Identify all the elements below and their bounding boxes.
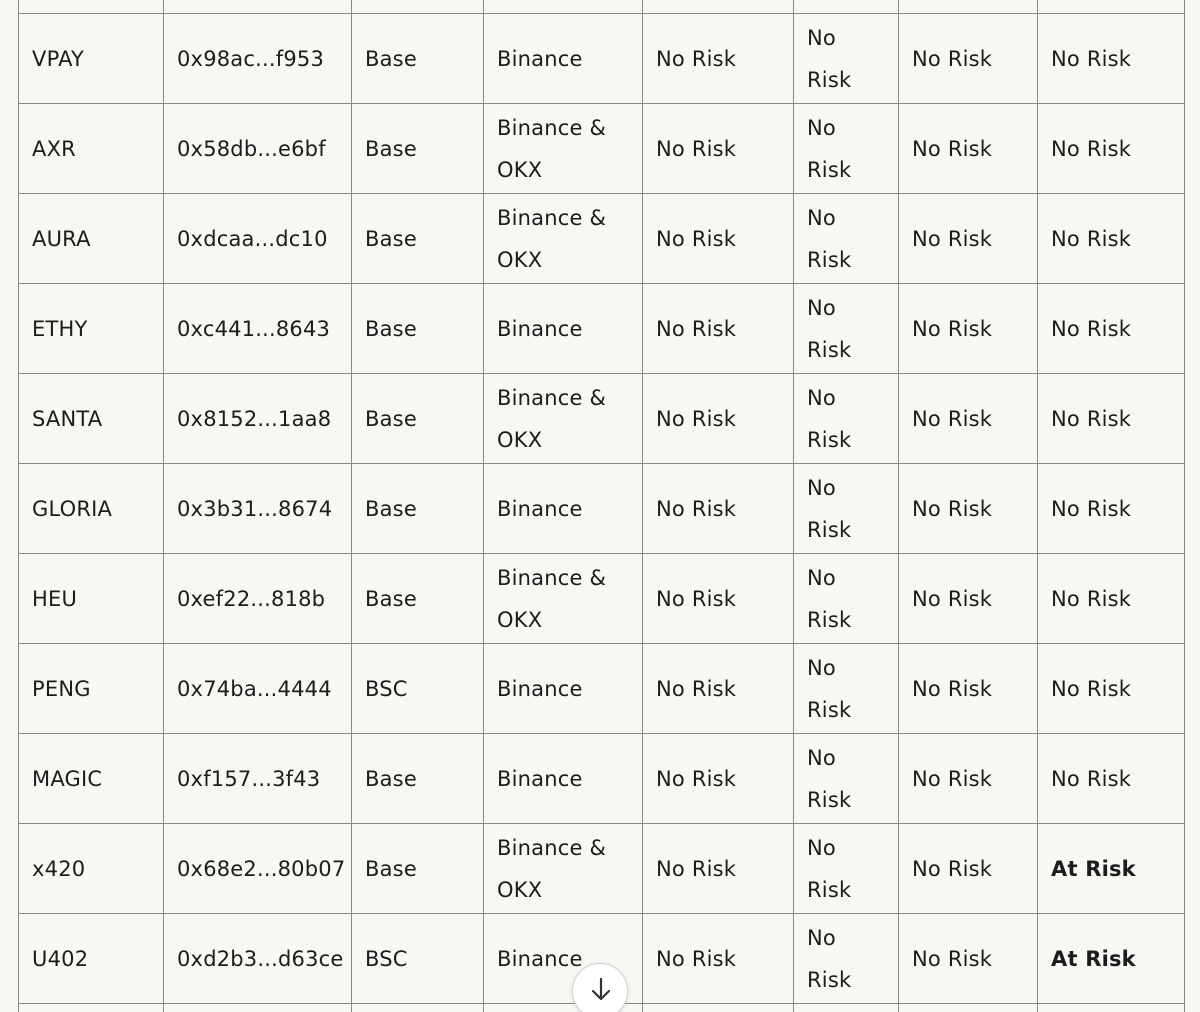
cell-risk-a (643, 1004, 794, 1012)
cell-chain: Base (352, 194, 484, 284)
cell-risk-b: No Risk (794, 374, 899, 464)
cell-address: 0xf157...3f43 (164, 734, 352, 824)
table-row (19, 194, 1185, 284)
cell-chain: Base (352, 464, 484, 554)
token-risk-table (18, 0, 1185, 1012)
cell-risk-a: No Risk (643, 644, 794, 734)
cell-risk-c: No Risk (899, 14, 1038, 104)
cell-risk-d (1038, 1004, 1185, 1012)
cell-risk-a: No Risk (643, 734, 794, 824)
cell-risk-b (794, 0, 899, 14)
cell-risk-a: No Risk (643, 554, 794, 644)
cell-exchange: Binance & OKX (484, 824, 643, 914)
cell-exchange: Binance & OKX (484, 104, 643, 194)
cell-token: MAGIC (19, 734, 164, 824)
cell-risk-b: No Risk (794, 14, 899, 104)
cell-exchange: Binance (484, 464, 643, 554)
cell-address: 0xdcaa...dc10 (164, 194, 352, 284)
cell-risk-b: No Risk (794, 644, 899, 734)
cell-risk-d: No Risk (1038, 644, 1185, 734)
cell-risk-b (794, 1004, 899, 1012)
cell-risk-d: No Risk (1038, 554, 1185, 644)
cell-address: 0xd2b3...d63ce (164, 914, 352, 1004)
cell-risk-a: No Risk (643, 194, 794, 284)
cell-token: AURA (19, 194, 164, 284)
cell-risk-b: No Risk (794, 194, 899, 284)
cell-address: 0x8152...1aa8 (164, 374, 352, 464)
cell-address: 0x3b31...8674 (164, 464, 352, 554)
cell-address: 0x58db...e6bf (164, 104, 352, 194)
cell-address: 0xef22...818b (164, 554, 352, 644)
table-row (19, 0, 1185, 14)
table-row (19, 554, 1185, 644)
table-row (19, 104, 1185, 194)
cell-risk-d: At Risk (1038, 824, 1185, 914)
cell-token: AXR (19, 104, 164, 194)
cell-risk-b: No Risk (794, 554, 899, 644)
table-row (19, 824, 1185, 914)
cell-risk-b: No Risk (794, 914, 899, 1004)
cell-risk-c: No Risk (899, 374, 1038, 464)
cell-risk-d: No Risk (1038, 284, 1185, 374)
cell-risk-d: No Risk (1038, 734, 1185, 824)
cell-risk-a: No Risk (643, 914, 794, 1004)
cell-token (19, 0, 164, 14)
cell-risk-c: No Risk (899, 104, 1038, 194)
table-row (19, 14, 1185, 104)
cell-chain: Base (352, 284, 484, 374)
cell-address: 0x74ba...4444 (164, 644, 352, 734)
cell-risk-b: No Risk (794, 104, 899, 194)
cell-exchange: Binance (484, 644, 643, 734)
cell-token: U402 (19, 914, 164, 1004)
cell-risk-a: No Risk (643, 284, 794, 374)
cell-token: VPAY (19, 14, 164, 104)
cell-exchange: Binance (484, 734, 643, 824)
cell-risk-d (1038, 0, 1185, 14)
cell-address (164, 1004, 352, 1012)
cell-risk-c: No Risk (899, 194, 1038, 284)
arrow-down-icon (589, 976, 613, 1004)
cell-token: PENG (19, 644, 164, 734)
cell-exchange: Binance (484, 14, 643, 104)
cell-risk-a (643, 0, 794, 14)
cell-token: SANTA (19, 374, 164, 464)
table-body (19, 0, 1185, 1012)
cell-chain: Base (352, 824, 484, 914)
cell-risk-d: No Risk (1038, 464, 1185, 554)
table-row (19, 464, 1185, 554)
cell-chain (352, 0, 484, 14)
cell-risk-c: No Risk (899, 464, 1038, 554)
table-row (19, 734, 1185, 824)
cell-token: ETHY (19, 284, 164, 374)
table-row (19, 644, 1185, 734)
cell-risk-b: No Risk (794, 464, 899, 554)
cell-exchange: Binance & OKX (484, 194, 643, 284)
cell-risk-c: No Risk (899, 284, 1038, 374)
cell-risk-a: No Risk (643, 824, 794, 914)
cell-chain (352, 1004, 484, 1012)
cell-risk-b: No Risk (794, 284, 899, 374)
cell-risk-a: No Risk (643, 14, 794, 104)
cell-risk-b: No Risk (794, 734, 899, 824)
cell-chain: BSC (352, 644, 484, 734)
cell-risk-d: No Risk (1038, 14, 1185, 104)
cell-exchange: Binance (484, 284, 643, 374)
cell-chain: Base (352, 374, 484, 464)
cell-risk-b: No Risk (794, 824, 899, 914)
cell-chain: Base (352, 104, 484, 194)
cell-token: GLORIA (19, 464, 164, 554)
cell-risk-c (899, 0, 1038, 14)
cell-address: 0x98ac...f953 (164, 14, 352, 104)
cell-chain: Base (352, 14, 484, 104)
cell-risk-c: No Risk (899, 644, 1038, 734)
cell-token: x420 (19, 824, 164, 914)
cell-risk-c: No Risk (899, 824, 1038, 914)
cell-chain: Base (352, 734, 484, 824)
cell-exchange (484, 0, 643, 14)
cell-risk-d: No Risk (1038, 374, 1185, 464)
table-row (19, 284, 1185, 374)
cell-risk-c: No Risk (899, 914, 1038, 1004)
cell-token: HEU (19, 554, 164, 644)
scroll-down-button[interactable] (572, 963, 628, 1012)
cell-risk-c (899, 1004, 1038, 1012)
cell-address: 0xc441...8643 (164, 284, 352, 374)
cell-exchange: Binance & OKX (484, 374, 643, 464)
cell-risk-d: No Risk (1038, 104, 1185, 194)
cell-chain: Base (352, 554, 484, 644)
cell-risk-a: No Risk (643, 104, 794, 194)
cell-token (19, 1004, 164, 1012)
cell-risk-c: No Risk (899, 734, 1038, 824)
cell-risk-a: No Risk (643, 464, 794, 554)
table-row (19, 374, 1185, 464)
cell-exchange: Binance (484, 914, 643, 1004)
cell-risk-a: No Risk (643, 374, 794, 464)
cell-exchange: Binance & OKX (484, 554, 643, 644)
cell-risk-d: At Risk (1038, 914, 1185, 1004)
cell-chain: BSC (352, 914, 484, 1004)
cell-risk-c: No Risk (899, 554, 1038, 644)
cell-address (164, 0, 352, 14)
cell-risk-d: No Risk (1038, 194, 1185, 284)
cell-address: 0x68e2...80b07 (164, 824, 352, 914)
